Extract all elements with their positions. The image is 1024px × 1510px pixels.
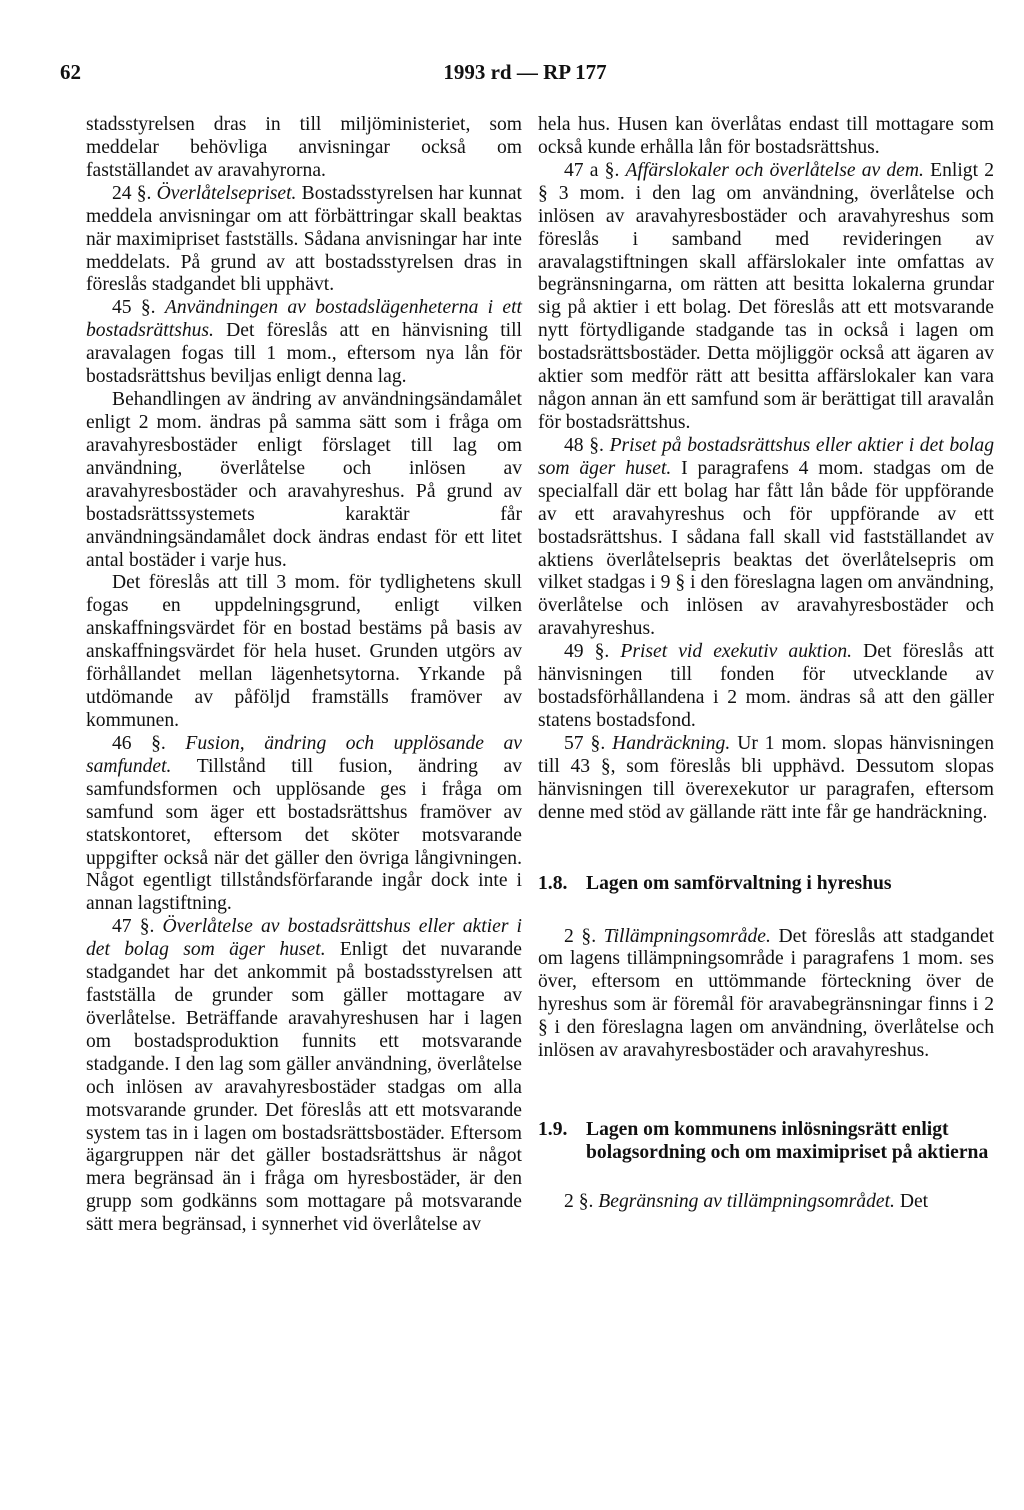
paragraph-46: 46 §. Fusion, ändring och upplösande av samfundet. Tillstånd till fusion, ändring av samfundsformen och upplösande ges i fråga om samfund som äger ett bostadsrättshus framöver av statskontoret, eftersom det sköter motsvarande uppgifter också när det gäller den övriga långivningen. Något egentligt tillståndsförfarande ingår dock inte i annan lagstiftning.: [86, 732, 522, 915]
page-header: [60, 60, 990, 92]
paragraph-2: 2 §. Tillämpningsområde. Det föreslås att stadgandet om lagens tillämpningsområde i paragrafens 1 mom. ses över, eftersom en uttömmande förteckning över de hyreshus som är föremål för aravabegränsningar finns i 2 § i den föreslagna lagen om användning, överlåtelse och inlösen av aravahyresbostäder och aravahyreshus.: [538, 925, 995, 1062]
section-title: Lagen om kommunens inlösningsrätt enligt bolagsordning och om maximipriset på aktierna: [586, 1119, 989, 1163]
page-number: 62: [60, 60, 81, 84]
paragraph-57: 57 §. Handräckning. Ur 1 mom. slopas hänvisningen till 43 §, som föreslås bli upphävd. Dessutom slopas hänvisningen till överexekutor ur paragrafen, eftersom denne med stöd av gällande rätt inte får ge handräckning.: [538, 732, 995, 823]
paragraph: stadsstyrelsen dras in till miljöministeriet, som meddelar behövliga anvisningar också om fastställandet av aravahyrorna.: [86, 114, 522, 181]
paragraph-49: 49 §. Priset vid exekutiv auktion. Det föreslås att hänvisningen till fonden för utvecklande av bostadsförhållandena i 2 mom. ändras så att den gäller statens bostadsfond.: [538, 641, 995, 731]
section-heading-1-8: [538, 873, 994, 896]
paragraph: Det föreslås att till 3 mom. för tydlighetens skull fogas en uppdelningsgrund, enligt vilken anskaffningsvärdet för en bostad bestäms på basis av anskaffningsvärdet för hela huset. Grunden utgörs av förhållandet mellan lägenhetsytorna. Yrkande på utdömande av påföljd framställs framöver av kommunen.: [86, 572, 522, 731]
paragraph-45: 45 §. Användningen av bostadslägenheterna i ett bostadsrättshus. Det föreslås att en hänvisning till aravalagen fogas till 1 mom., eftersom nya lån för bostadsrättshus beviljas enligt denna lag.: [86, 297, 522, 388]
section-heading-1-9: [538, 1119, 994, 1165]
section-title: Lagen om samförvaltning i hyreshus: [586, 872, 892, 894]
paragraph-47: 47 §. Överlåtelse av bostadsrättshus eller aktier i det bolag som äger huset. Enligt det nuvarande stadgandet har det ankommit på bostadsstyrelsen att fastställa de grunder som gäller mottagare av överlåtelse. Beträffande aravahyreshusen har i lagen om bostadsproduktion funnits ett motsvarande stadgande. I den lag som gäller användning, överlåtelse och inlösen av aravahyresbostäder stadgas om alla motsvarande grunder. Det föreslås att ett motsvarande system tas in i lagen om bostadsrättsbostäder. Eftersom ägargruppen när det gäller bostadsrättshus är något mera begränsad än i fråga om hyresbostäder, är den grupp som godkänns som mottagare på motsvarande sätt mera begränsad, i synnerhet vid överlåtelse av: [86, 916, 523, 1236]
paragraph-2-begransning: 2 §. Begränsning av tillämpningsområdet. Det: [564, 1190, 929, 1212]
left-column: [86, 114, 522, 1237]
right-column: [538, 114, 994, 1214]
section-number: 1.9.: [538, 1119, 568, 1141]
paragraph: Behandlingen av ändring av användningsändamålet enligt 2 mom. ändras på samma sätt som i fråga om aravahyresbostäder enligt förslaget till lag om användning, överlåtelse och inlösen av aravahyresbostäder och aravahyreshus. På grund av bostadsrättssystemets karaktär får användningsändamålet dock ändras endast för ett litet antal bostäder i varje hus.: [86, 389, 522, 571]
paragraph-48: 48 §. Priset på bostadsrättshus eller aktier i det bolag som äger huset. I paragrafens 4 mom. stadgas om de specialfall där ett bolag har fått lån både för uppförande av ett aravahyreshus och för uppförande av ett bostadsrättshus. I sådana fall skall vid fastställandet av aktiens överlåtelsepris beaktas det överlåtelsepris om vilket stadgas i 9 § i den föreslagna lagen om användning, överlåtelse och inlösen av aravahyresbostäder och aravahyreshus.: [538, 434, 995, 640]
document-title: 1993 rd — RP 177: [443, 60, 607, 84]
section-number: 1.8.: [538, 872, 568, 894]
paragraph-24: 24 §. Överlåtelsepriset. Bostadsstyrelsen har kunnat meddela anvisningar om att förbättringar skall beaktas när maximipriset fastställs. Sådana anvisningar har inte meddelats. På grund av att bostadsstyrelsen dras in föreslås stadgandet bli upphävt.: [86, 182, 522, 296]
paragraph: hela hus. Husen kan överlåtas endast till mottagare som också kunde erhålla lån för bostadsrättshus.: [538, 114, 994, 158]
paragraph-47a: 47 a §. Affärslokaler och överlåtelse av dem. Enligt 2 § 3 mom. i den lag om användning, överlåtelse och inlösen av aravahyresbostäder och aravahyreshus som föreslås i samband med revideringen av aravalagstiftningen skall affärslokaler inte omfattas av begränsningarna, om rätten att besitta lokalerna grundar sig på aktier i ett bolag. Det föreslås att ett motsvarande nytt förtydligande stadgande tas in också i lagen om bostadsrättsbostäder. Detta möjliggör också att ägaren av aktier som medför rätt att besitta affärslokaler kan vara någon annan än ett samfund som är berättigat till aravalån för bostadsrättshus.: [538, 159, 994, 433]
